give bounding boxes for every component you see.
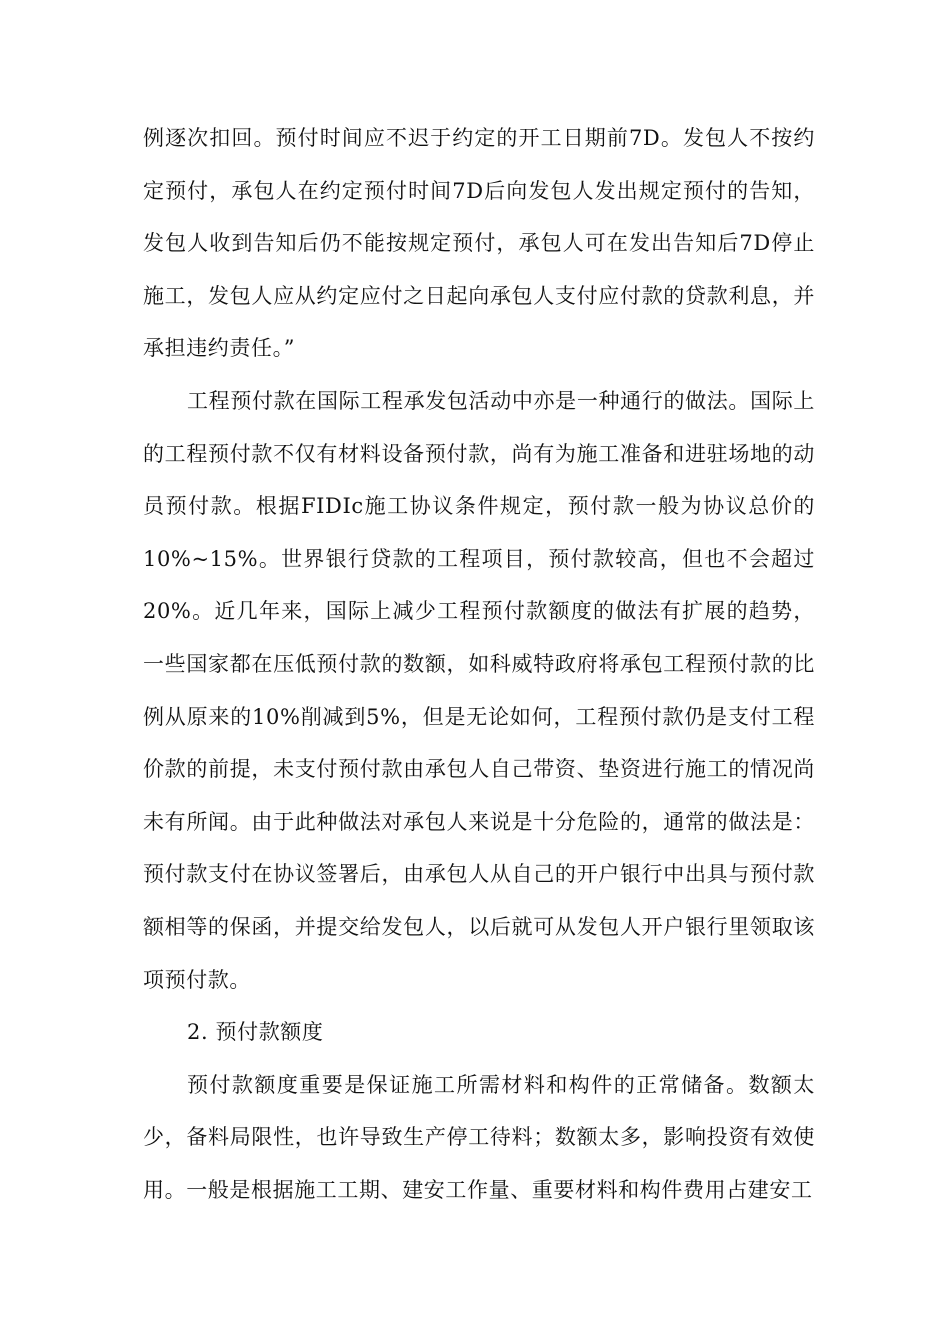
paragraph-international-practice: 工程预付款在国际工程承发包活动中亦是一种通行的做法。国际上的工程预付款不仅有材料设备预付款，尚有为施工准备和进驻场地的动员预付款。根据FIDIc施工协议条件规定，预付款一般为协议总价的10%~15%。世界银行贷款的工程项目，预付款较高，但也不会超过20%。近几年来，国际上减少工程预付款额度的做法有扩展的趋势，一些国家都在压低预付款的数额，如科威特政府将承包工程预付款的比例从原来的10%削减到5%，但是无论如何，工程预付款仍是支付工程价款的前提，未支付预付款由承包人自己带资、垫资进行施工的情况尚未有所闻。由于此种做法对承包人来说是十分危险的，通常的做法是：预付款支付在协议签署后，由承包人从自己的开户银行中出具与预付款额相等的保函，并提交给发包人，以后就可从发包人开户银行里领取该项预付款。 <box>143 388 815 992</box>
document-page <box>143 112 815 1216</box>
paragraph-advance-amount: 预付款额度重要是保证施工所需材料和构件的正常储备。数额太少，备料局限性，也许导致生产停工待料；数额太多，影响投资有效使用。一般是根据施工工期、建安工作量、重要材料和构件费用占建安工 <box>143 1072 815 1202</box>
section-heading-advance-amount: 2. 预付款额度 <box>187 1020 324 1045</box>
paragraph-advance-payment-terms: 例逐次扣回。预付时间应不迟于约定的开工日期前7D。发包人不按约定预付，承包人在约定预付时间7D后向发包人发出规定预付的告知，发包人收到告知后仍不能按规定预付，承包人可在发出告知后7D停止施工，发包人应从约定应付之日起向承包人支付应付款的贷款利息，并承担违约责任。” <box>143 126 815 361</box>
